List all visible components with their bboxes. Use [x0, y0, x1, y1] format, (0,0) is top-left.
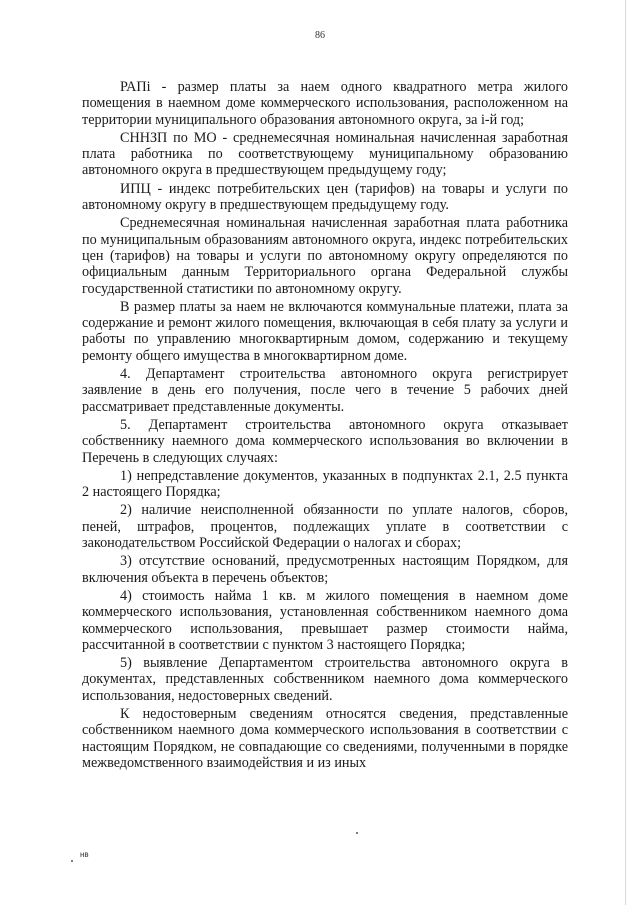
- page-number: 86: [315, 30, 325, 41]
- list-item-1: 1) непредставление документов, указанных в подпунктах 2.1, 2.5 пункта 2 настоящего Порядка;: [82, 467, 568, 501]
- list-item-3: 3) отсутствие оснований, предусмотренных настоящим Порядком, для включения объекта в перечень объектов;: [82, 553, 568, 586]
- paragraph-invalid-info: К недостоверным сведениям относятся сведения, представленные собственником наемного дома коммерческого использования в соответствии с настоящим Порядком, не совпадающие со сведениями, полученными в порядке межведомственного взаимодействия и из иных: [82, 705, 568, 771]
- list-item-5: 5) выявление Департаментом строительства автономного округа в документах, представленных собственником наемного дома коммерческого использования, недостоверных сведений.: [82, 655, 568, 704]
- list-item-4: 4) стоимость найма 1 кв. м жилого помещения в наемном доме коммерческого использования, установленная собственником наемного дома коммерческого использования, превышает размер стоимости найма, рассчитанной в соответствии с пунктом 3 настоящего Порядка;: [82, 587, 568, 653]
- list-item-2: 2) наличие неисполненной обязанности по уплате налогов, сборов, пеней, штрафов, процентов, подлежащих уплате в соответствии с законодательством Российской Федерации о налогах и сборах;: [82, 502, 568, 552]
- document-body: [82, 79, 568, 773]
- scan-dot: [356, 832, 358, 834]
- paragraph-item-4: 4. Департамент строительства автономного округа регистрирует заявление в день его получения, после чего в течение 5 рабочих дней рассматривает представленные документы.: [82, 366, 568, 415]
- footer-code: нв: [80, 850, 89, 859]
- scan-dot: [71, 860, 73, 862]
- scan-edge-line: [625, 0, 626, 905]
- paragraph-rap-definition: РАПi - размер платы за наем одного квадратного метра жилого помещения в наемном доме коммерческого использования, расположенном на территории муниципального образования автономного округа, за i-й год;: [82, 79, 568, 128]
- paragraph-snnzp-definition: СННЗП по МО - среднемесячная номинальная начисленная заработная плата работника по соответствующему муниципальному образованию автономного округа в предшествующем предыдущему году;: [82, 129, 568, 179]
- paragraph-item-5: 5. Департамент строительства автономного округа отказывает собственнику наемного дома коммерческого использования во включении в Перечень в следующих случаях:: [82, 416, 568, 466]
- paragraph-data-source: Среднемесячная номинальная начисленная заработная плата работника по муниципальным образованиям автономного округа, индекс потребительских цен (тарифов) на товары и услуги по автономному округу определяются по официальным данным Территориального органа Федеральной службы государственной статистики по автономному округу.: [82, 215, 568, 297]
- paragraph-ipc-definition: ИПЦ - индекс потребительских цен (тарифов) на товары и услуги по автономному округу в предшествующем предыдущему году.: [82, 180, 568, 214]
- paragraph-exclusions: В размер платы за наем не включаются коммунальные платежи, плата за содержание и ремонт жилого помещения, включающая в себя плату за услуги и работы по управлению многоквартирным домом, содержанию и текущему ремонту общего имущества в многоквартирном доме.: [82, 298, 568, 364]
